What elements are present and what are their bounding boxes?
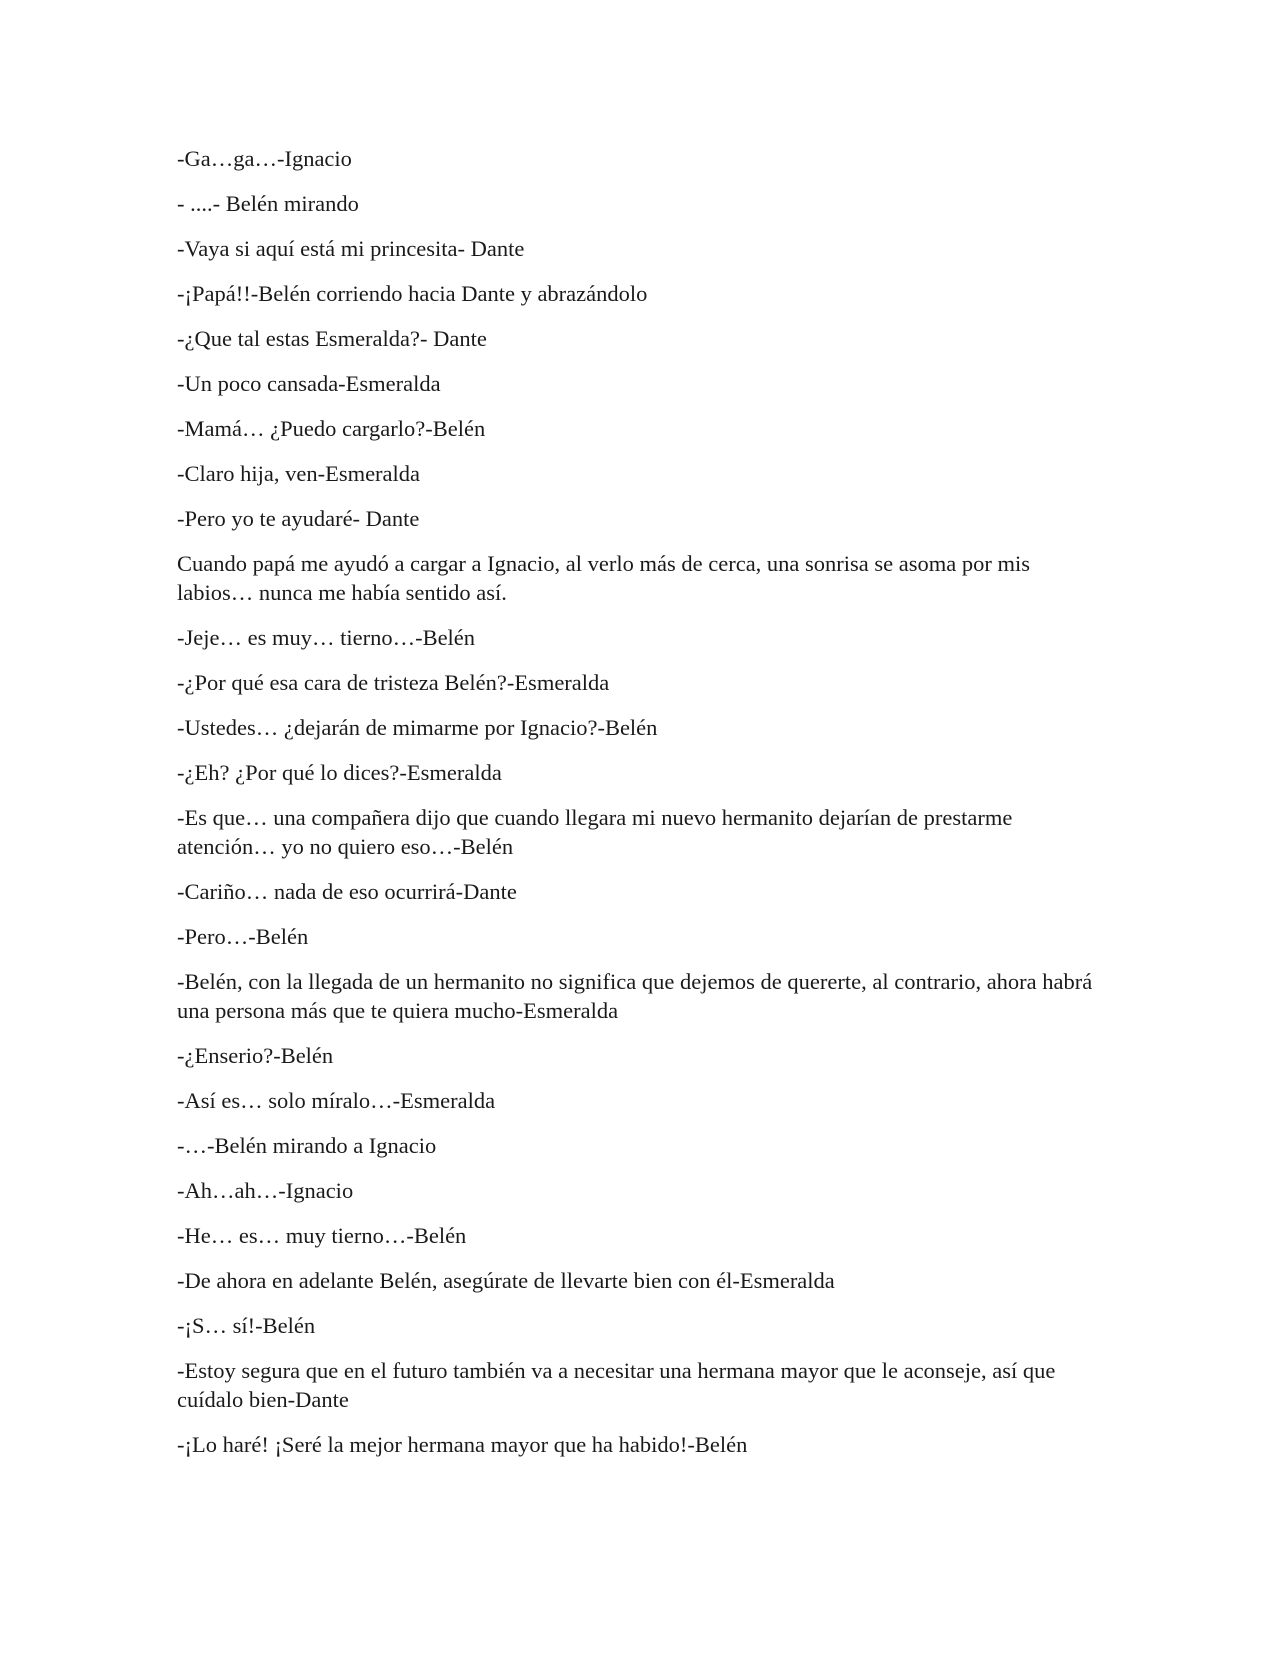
paragraph: -¿Por qué esa cara de tristeza Belén?-Esmeralda	[177, 670, 610, 695]
paragraph: -Cariño… nada de eso ocurrirá-Dante	[177, 879, 517, 904]
paragraph: -Belén, con la llegada de un hermanito no significa que dejemos de quererte, al contrario, ahora habrá una persona más que te quiera mucho-Esmeralda	[177, 969, 1093, 1023]
paragraph: -¡S… sí!-Belén	[177, 1313, 316, 1338]
paragraph: -¡Lo haré! ¡Seré la mejor hermana mayor que ha habido!-Belén	[177, 1432, 748, 1457]
paragraph: -Jeje… es muy… tierno…-Belén	[177, 625, 476, 650]
paragraph: -¿Enserio?-Belén	[177, 1043, 334, 1068]
paragraph: -¿Eh? ¿Por qué lo dices?-Esmeralda	[177, 760, 502, 785]
paragraph: -Así es… solo míralo…-Esmeralda	[177, 1088, 496, 1113]
paragraph: -Ustedes… ¿dejarán de mimarme por Ignacio?-Belén	[177, 715, 658, 740]
paragraph: -¡Papá!!-Belén corriendo hacia Dante y abrazándolo	[177, 281, 648, 306]
paragraph: -He… es… muy tierno…-Belén	[177, 1223, 467, 1248]
paragraph: -Un poco cansada-Esmeralda	[177, 371, 441, 396]
document-page	[177, 144, 1097, 1475]
paragraph: -Claro hija, ven-Esmeralda	[177, 461, 421, 486]
paragraph: -Estoy segura que en el futuro también va a necesitar una hermana mayor que le aconseje, así que cuídalo bien-Dante	[177, 1358, 1056, 1412]
paragraph: -…-Belén mirando a Ignacio	[177, 1133, 437, 1158]
paragraph: -De ahora en adelante Belén, asegúrate de llevarte bien con él-Esmeralda	[177, 1268, 835, 1293]
paragraph: -Mamá… ¿Puedo cargarlo?-Belén	[177, 416, 486, 441]
paragraph: -Ah…ah…-Ignacio	[177, 1178, 354, 1203]
paragraph: -Pero yo te ayudaré- Dante	[177, 506, 420, 531]
paragraph: -Vaya si aquí está mi princesita- Dante	[177, 236, 525, 261]
paragraph: - ....- Belén mirando	[177, 191, 359, 216]
paragraph: -Es que… una compañera dijo que cuando llegara mi nuevo hermanito dejarían de prestarme atención… yo no quiero eso…-Belén	[177, 805, 1013, 859]
paragraph: Cuando papá me ayudó a cargar a Ignacio, al verlo más de cerca, una sonrisa se asoma por mis labios… nunca me había sentido así.	[177, 551, 1031, 605]
paragraph: -Ga…ga…-Ignacio	[177, 146, 352, 171]
paragraph: -¿Que tal estas Esmeralda?- Dante	[177, 326, 487, 351]
paragraph: -Pero…-Belén	[177, 924, 309, 949]
